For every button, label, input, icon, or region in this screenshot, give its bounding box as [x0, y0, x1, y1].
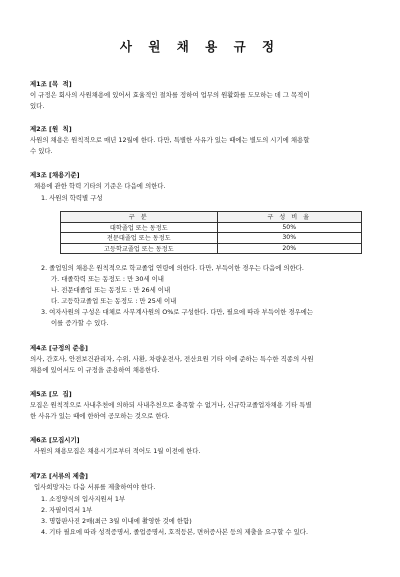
article-3-sub3: 3. 여자사원의 구성은 대체로 사무계사원의 O%로 구성한다. 다만, 필요에 따라 부득이한 경우에는	[41, 308, 314, 316]
article-7-item: 3. 명함판사진 2매(최근 3월 이내에 촬영한 것에 한함)	[41, 517, 192, 525]
article-2-line: 수 있다.	[30, 147, 53, 155]
table-cell-category: 대학졸업 또는 동정도	[61, 222, 218, 233]
article-3-heading: 제3조 [채용기준]	[30, 171, 80, 179]
article-6-line: 사원의 채용모집은 채용시기로부터 적어도 1월 이전에 한다.	[34, 447, 201, 455]
article-1-line: 이 규정은 회사의 사원채용에 있어서 효율적인 절차를 정하여 업무의 원활화를 도모하는 데 그 목적이	[30, 91, 310, 99]
article-3-sub1: 1. 사원의 학력별 구성	[41, 194, 103, 202]
article-7-item: 4. 기타 필요에 따라 성적증명서, 졸업증명서, 호적등본, 면허증사본 등의 제출을 요구할 수 있다.	[41, 528, 309, 536]
article-4-line: 채용에 있어서도 이 규정을 준용하여 채용한다.	[30, 366, 160, 374]
article-7-item: 1. 소정양식의 입사지원서 1부	[41, 495, 126, 503]
table-row	[61, 222, 362, 233]
article-3-sub2-item: 가. 대졸학력 또는 동정도 : 만 30세 이내	[51, 275, 164, 283]
table-cell-category: 고등학교졸업 또는 동정도	[61, 243, 218, 254]
article-7-item: 2. 자필이력서 1부	[41, 506, 93, 514]
article-3-sub2: 2. 졸업임의 채용은 원칙적으로 학교졸업 연령에 의한다. 다만, 부득이한 경우는 다음에 의한다.	[41, 264, 304, 272]
article-3-intro: 채용에 관한 학력 기타의 기준은 다음에 의한다.	[34, 182, 166, 190]
table-row	[61, 233, 362, 244]
table-cell-category: 전문대졸업 또는 동정도	[61, 233, 218, 244]
document-title: 사 원 채 용 규 정	[119, 39, 281, 54]
article-3-sub2-item: 나. 전문대졸업 또는 동정도 : 만 26세 이내	[51, 286, 171, 294]
article-7-heading: 제7조 [서류의 제출]	[30, 472, 88, 480]
table-row	[61, 243, 362, 254]
article-5-line: 한 사유가 있는 때에 한하여 공모하는 것으로 한다.	[30, 412, 170, 420]
article-7-intro: 입사희망자는 다음 서류를 제출하여야 한다.	[34, 483, 156, 491]
article-6-heading: 제6조 [모집시기]	[30, 436, 80, 444]
table-header-category: 구 분	[61, 212, 218, 223]
article-3-sub3: 이를 증가할 수 있다.	[51, 319, 109, 327]
article-4-line: 의사, 간호사, 안전보건관리자, 수위, 사환, 차량운전사, 전산요원 기타 이에 준하는 특수한 직종의 사원	[30, 355, 314, 363]
article-5-heading: 제5조 [모 집]	[30, 390, 72, 398]
table-cell-ratio: 50%	[217, 222, 361, 233]
article-1-line: 있다.	[30, 102, 45, 110]
table-header-row	[61, 212, 362, 223]
table-header-ratio: 구 성 비 율	[217, 212, 361, 223]
article-2-heading: 제2조 [원 칙]	[30, 125, 72, 133]
article-2-line: 사원의 채용은 원칙적으로 매년 12월에 한다. 다만, 특별한 사유가 있는 때에는 별도의 시기에 채용할	[30, 136, 310, 144]
education-ratio-table	[60, 211, 362, 254]
article-4-heading: 제4조 [규정의 준용]	[30, 344, 88, 352]
table-cell-ratio: 20%	[217, 243, 361, 254]
article-3-sub2-item: 다. 고등학교졸업 또는 동정도 : 만 25세 이내	[51, 297, 177, 305]
article-5-line: 모집은 원칙적으로 사내추천에 의하되 사내추천으로 충족할 수 없거나, 신규학교졸업자채용 기타 특별	[30, 401, 312, 409]
article-1-heading: 제1조 [목 적]	[30, 80, 72, 88]
table-cell-ratio: 30%	[217, 233, 361, 244]
